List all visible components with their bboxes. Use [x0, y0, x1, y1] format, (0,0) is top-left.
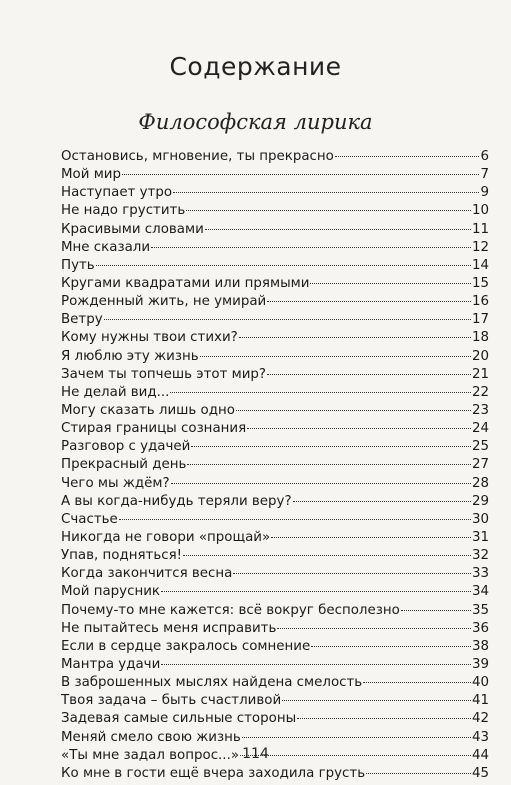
toc-entry-page: 20	[471, 348, 489, 364]
toc-entry	[61, 311, 489, 329]
toc-entry	[61, 384, 489, 402]
toc-entry-title: Наступает утро	[61, 185, 173, 201]
toc-entry-page: 40	[471, 675, 489, 691]
toc-entry	[61, 674, 489, 692]
toc-entry	[61, 456, 489, 474]
toc-entry-page: 38	[471, 638, 489, 654]
toc-entry-title: А вы когда-нибудь теряли веру?	[61, 493, 292, 509]
dot-leader	[186, 210, 471, 211]
toc-entry	[61, 511, 489, 529]
dot-leader	[96, 265, 471, 266]
toc-entry-page: 15	[471, 275, 489, 291]
dot-leader	[233, 573, 471, 574]
toc-entry-page: 35	[471, 602, 489, 618]
toc-entry-page: 7	[480, 167, 489, 183]
toc-entry-page: 31	[471, 529, 489, 545]
toc-entry-title: Когда закончится весна	[61, 566, 233, 582]
toc-entry-title: Счастье	[61, 511, 118, 527]
dot-leader	[311, 646, 471, 647]
dot-leader	[236, 410, 471, 411]
toc-entry	[61, 239, 489, 257]
dot-leader	[282, 700, 471, 701]
toc-entry-page: 29	[471, 493, 489, 509]
toc-entry	[61, 402, 489, 420]
toc-entry-page: 23	[471, 402, 489, 418]
toc-entry	[61, 583, 489, 601]
toc-entry-page: 12	[471, 239, 489, 255]
toc-entry	[61, 565, 489, 583]
toc-entry-title: Мне сказали	[61, 239, 151, 255]
dot-leader	[171, 483, 471, 484]
toc-entry	[61, 710, 489, 728]
toc-entry	[61, 493, 489, 511]
dot-leader	[267, 301, 471, 302]
toc-entry-page: 45	[471, 765, 489, 781]
toc-entry-page: 43	[471, 729, 489, 745]
toc-entry	[61, 329, 489, 347]
toc-entry	[61, 475, 489, 493]
toc-entry-title: Остановись, мгновение, ты прекрасно	[61, 149, 334, 164]
toc-entry-page: 44	[471, 747, 489, 763]
dot-leader	[297, 718, 471, 719]
toc-entry-title: Стирая границы сознания	[61, 421, 247, 437]
toc-entry-title: Меняй смело свою жизнь	[61, 729, 241, 745]
toc-entry-title: Кругами квадратами или прямыми	[61, 275, 310, 291]
toc-entry	[61, 366, 489, 384]
dot-leader	[242, 737, 471, 738]
table-of-contents	[61, 148, 489, 783]
dot-leader	[366, 773, 471, 774]
toc-entry-title: Задевая самые сильные стороны	[61, 711, 297, 727]
dot-leader	[161, 664, 471, 665]
toc-entry-page: 33	[471, 566, 489, 582]
toc-entry	[61, 293, 489, 311]
toc-entry-page: 18	[471, 330, 489, 346]
toc-entry	[61, 692, 489, 710]
dot-leader	[271, 537, 471, 538]
dot-leader	[104, 319, 471, 320]
page-title: Содержание	[169, 52, 342, 81]
toc-entry-title: Могу сказать лишь одно	[61, 402, 235, 418]
dot-leader	[335, 156, 480, 157]
dot-leader	[183, 555, 471, 556]
dot-leader	[205, 229, 471, 230]
dot-leader	[173, 192, 479, 193]
toc-entry-page: 11	[471, 221, 489, 237]
dot-leader	[161, 591, 471, 592]
toc-entry-page: 14	[471, 257, 489, 273]
toc-entry-title: Ветру	[61, 312, 103, 328]
toc-entry-title: Прекрасный день	[61, 457, 187, 473]
dot-leader	[247, 428, 471, 429]
toc-entry-title: Чего мы ждём?	[61, 475, 170, 491]
toc-entry-page: 22	[471, 384, 489, 400]
toc-entry-page: 42	[471, 711, 489, 727]
toc-entry	[61, 275, 489, 293]
toc-entry-title: Твоя задача – быть счастливой	[61, 693, 282, 709]
toc-entry-page: 28	[471, 475, 489, 491]
toc-entry-page: 6	[480, 149, 489, 164]
toc-entry-title: Не надо грустить	[61, 203, 186, 219]
toc-entry	[61, 184, 489, 202]
toc-entry-page: 17	[471, 312, 489, 328]
dot-leader	[119, 519, 471, 520]
toc-entry-title: В заброшенных мыслях найдена смелость	[61, 675, 363, 691]
toc-entry-title: Никогда не говори «прощай»	[61, 529, 271, 545]
toc-entry-page: 30	[471, 511, 489, 527]
dot-leader	[200, 356, 471, 357]
toc-entry-title: Ко мне в гости ещё вчера заходила грусть	[61, 765, 366, 781]
toc-entry-title: Разговор с удачей	[61, 439, 191, 455]
dot-leader	[170, 392, 471, 393]
toc-entry-title: Не пытайтесь меня исправить	[61, 620, 277, 636]
dot-leader	[310, 283, 470, 284]
toc-entry-title: Я люблю эту жизнь	[61, 348, 199, 364]
dot-leader	[191, 446, 471, 447]
toc-entry	[61, 257, 489, 275]
toc-entry	[61, 529, 489, 547]
section-title: Философская лирика	[138, 110, 373, 134]
toc-entry-page: 24	[471, 421, 489, 437]
toc-entry-title: Красивыми словами	[61, 221, 204, 237]
toc-entry-page: 41	[471, 693, 489, 709]
toc-entry	[61, 729, 489, 747]
dot-leader	[277, 628, 471, 629]
toc-entry	[61, 638, 489, 656]
toc-entry-page: 32	[471, 548, 489, 564]
toc-entry-page: 25	[471, 439, 489, 455]
dot-leader	[187, 464, 471, 465]
toc-entry-page: 16	[471, 294, 489, 310]
toc-entry-title: Мой мир	[61, 167, 122, 183]
toc-entry	[61, 547, 489, 565]
toc-entry-title: Мой парусник	[61, 584, 160, 600]
toc-entry-title: Путь	[61, 257, 95, 273]
toc-entry-page: 36	[471, 620, 489, 636]
page-number: 114	[242, 746, 269, 762]
toc-entry	[61, 348, 489, 366]
toc-entry-page: 21	[471, 366, 489, 382]
toc-entry	[61, 148, 489, 166]
toc-entry-title: Упав, подняться!	[61, 548, 183, 564]
toc-entry	[61, 620, 489, 638]
dot-leader	[363, 682, 471, 683]
toc-entry-page: 9	[480, 185, 489, 201]
toc-entry-title: Кому нужны твои стихи?	[61, 330, 238, 346]
toc-entry	[61, 656, 489, 674]
dot-leader	[151, 247, 471, 248]
toc-entry	[61, 765, 489, 783]
toc-entry	[61, 221, 489, 239]
toc-entry-title: Не делай вид...	[61, 384, 170, 400]
toc-entry	[61, 202, 489, 220]
toc-entry-page: 39	[471, 656, 489, 672]
toc-entry	[61, 438, 489, 456]
toc-entry	[61, 166, 489, 184]
toc-entry	[61, 420, 489, 438]
toc-entry-title: Если в сердце закралось сомнение	[61, 638, 311, 654]
toc-entry-page: 34	[471, 584, 489, 600]
toc-entry-title: Зачем ты топчешь этот мир?	[61, 366, 267, 382]
toc-entry-title: Рожденный жить, не умирай	[61, 294, 267, 310]
toc-entry-title: Мантра удачи	[61, 656, 161, 672]
toc-entry-page: 10	[471, 203, 489, 219]
toc-entry-title: Почему-то мне кажется: всё вокруг бесполезно	[61, 602, 400, 618]
toc-entry-title: «Ты мне задал вопрос...»	[61, 747, 240, 763]
dot-leader	[293, 501, 471, 502]
toc-entry-page: 27	[471, 457, 489, 473]
dot-leader	[239, 337, 471, 338]
dot-leader	[267, 374, 471, 375]
toc-entry	[61, 602, 489, 620]
dot-leader	[122, 174, 479, 175]
dot-leader	[401, 610, 471, 611]
